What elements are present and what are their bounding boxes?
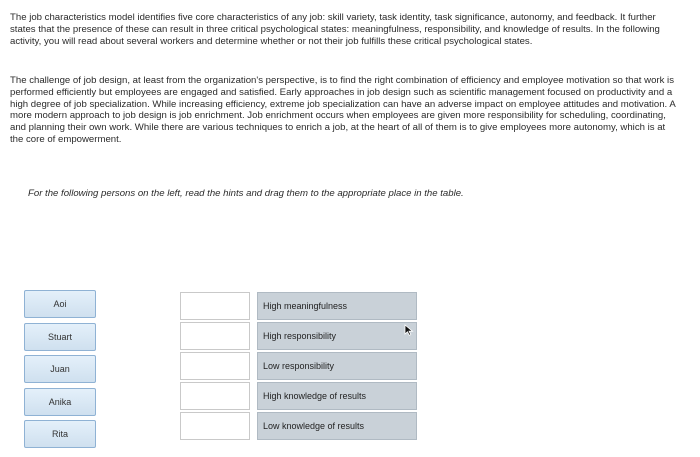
table-row	[180, 412, 417, 440]
hint-high-knowledge-of-results: High knowledge of results	[257, 382, 417, 410]
intro-paragraph-2: The challenge of job design, at least from the organization's perspective, is to find the right combination of efficiency and employee motivation so that work is performed efficiently but employees are engaged and satisfied. Early approaches in job design such as scientific management focused on productivity and a high degree of job specialization. While increasing efficiency, extreme job specialization can have an adverse impact on employee attitudes and motivation. A more modern approach to job design is job enrichment. Job enrichment occurs when employees are given more responsibility for scheduling, coordinating, and planning their own work. While there are various techniques to enrich a job, at the heart of all of them is to give employees more autonomy, which is at the core of empowerment.	[10, 75, 676, 145]
hint-high-meaningfulness: High meaningfulness	[257, 292, 417, 320]
intro-paragraph-1: The job characteristics model identifies five core characteristics of any job: skill variety, task identity, task significance, autonomy, and feedback. It further states that the presence of these can result in three critical psychological states: meaningfulness, responsibility, and knowledge of results. In the following activity, you will read about several workers and determine whether or not their job fulfills these critical psychological states.	[10, 12, 660, 47]
drop-zone-3[interactable]	[180, 352, 250, 380]
person-tile-aoi[interactable]: Aoi	[24, 290, 96, 318]
drop-zone-5[interactable]	[180, 412, 250, 440]
drop-zone-4[interactable]	[180, 382, 250, 410]
drop-zone-2[interactable]	[180, 322, 250, 350]
matching-table	[180, 292, 417, 442]
person-tile-juan[interactable]: Juan	[24, 355, 96, 383]
table-row	[180, 292, 417, 320]
person-list	[24, 290, 96, 453]
hint-low-responsibility: Low responsibility	[257, 352, 417, 380]
person-tile-anika[interactable]: Anika	[24, 388, 96, 416]
hint-high-responsibility: High responsibility	[257, 322, 417, 350]
person-tile-rita[interactable]: Rita	[24, 420, 96, 448]
instruction-text: For the following persons on the left, read the hints and drag them to the appropriate place in the table.	[28, 188, 464, 199]
hint-low-knowledge-of-results: Low knowledge of results	[257, 412, 417, 440]
table-row	[180, 322, 417, 350]
drop-zone-1[interactable]	[180, 292, 250, 320]
person-tile-stuart[interactable]: Stuart	[24, 323, 96, 351]
table-row	[180, 382, 417, 410]
table-row	[180, 352, 417, 380]
mouse-cursor-icon	[404, 324, 414, 336]
